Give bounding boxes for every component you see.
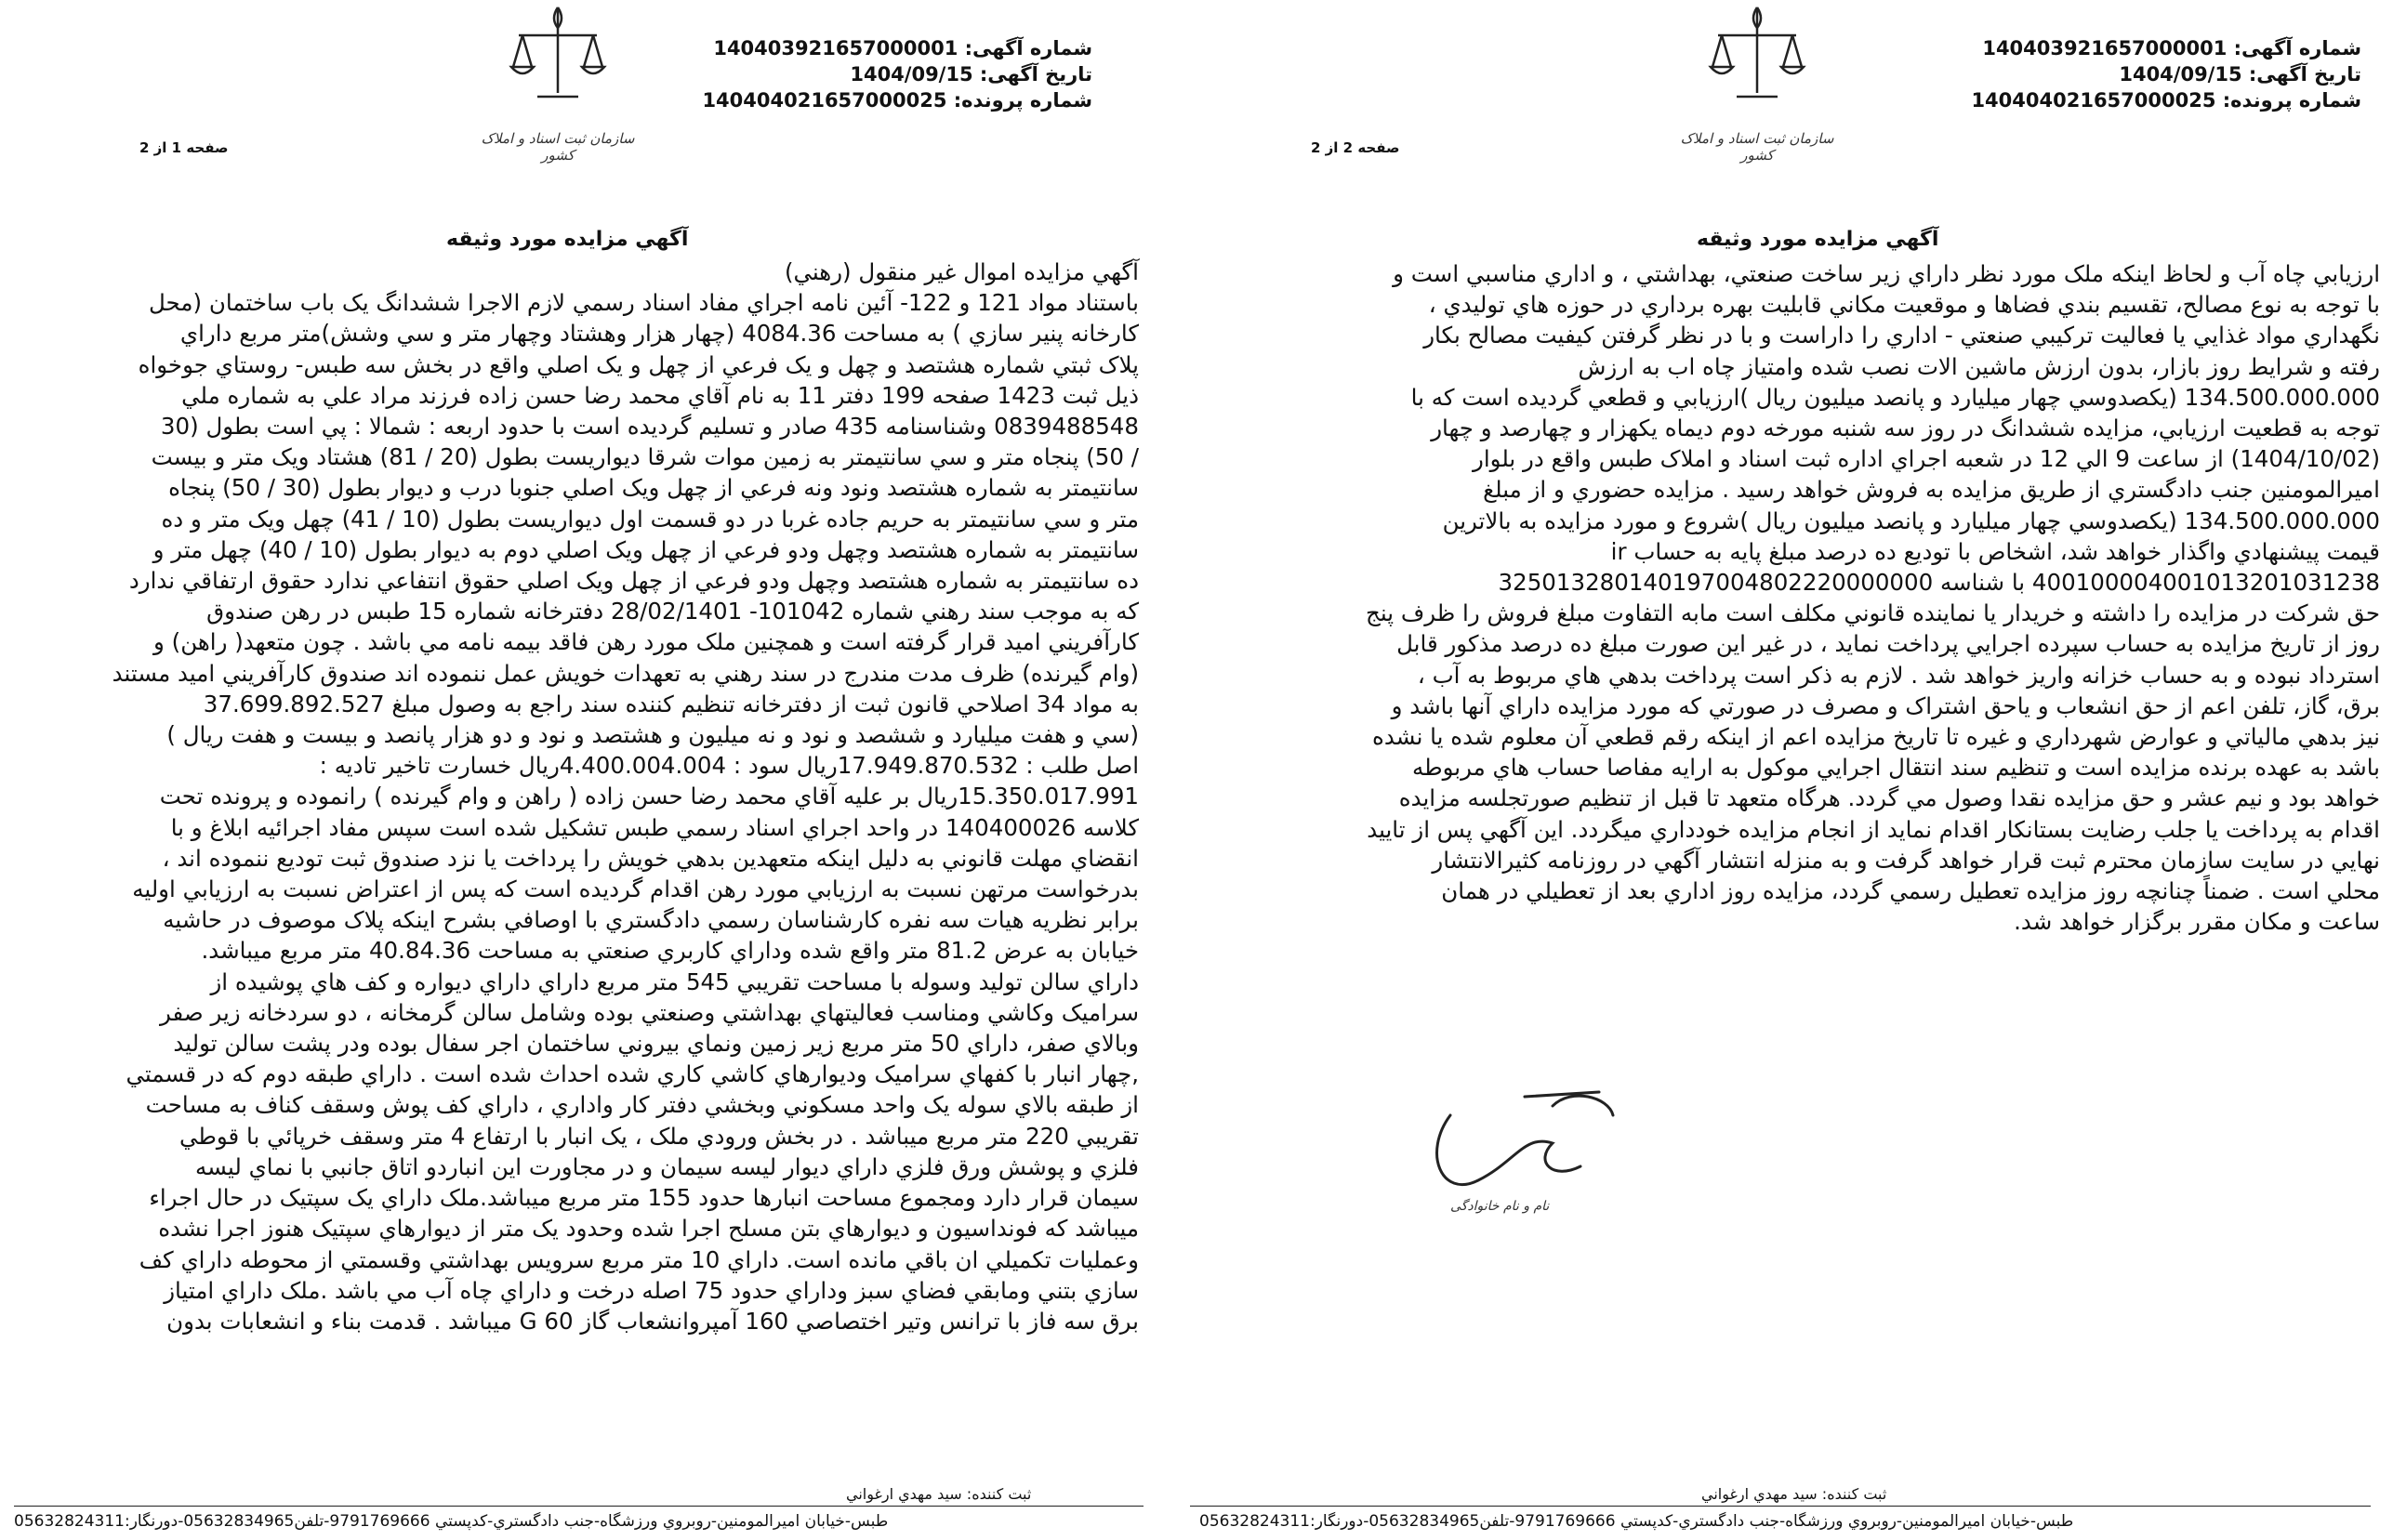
body-line: استرداد نبوده و به حساب خزانه واريز خواهد شد . لازم به ذکر است پرداخت بدهي هاي مربوط به آب ،	[1417, 661, 2380, 689]
body-line: انقضاي مهلت قانوني به دليل اينکه متعهدين بدهي خويش را پرداخت يا نزد صندوق ثبت توديع ننموده اند ،	[162, 844, 1139, 872]
body-line: نگهداري مواد غذايي يا فعاليت ترکيبي صنعتي - اداري را داراست و با در نظر گرفتن کيفيت مصالح بکار	[1423, 322, 2380, 349]
body-line: قيمت پيشنهادي واگذار خواهد شد، اشخاص با توديع ده درصد مبلغ پايه به حساب ir	[1610, 537, 2380, 565]
announcement-page-1	[9, 0, 1148, 1540]
body-line: نهايي در سايت سازمان محترم ثبت قرار خواهد گرفت و به منزله انتشار آگهي در روزنامه کثيرالانتشار	[1432, 846, 2380, 874]
body-line: ميباشد که فونداسيون و ديوارهاي بتن مسلح اجرا شده وحدود يک متر از ديوارهاي سپتيک هنوز اجرا نشده	[158, 1215, 1139, 1243]
body-line: حق شرکت در مزايده را داشته و خريدار يا نماينده قانوني مکلف است مابه التفاوت مبلغ فروش را ظرف پنج	[1366, 599, 2380, 627]
announcement-page-2	[1181, 0, 2380, 1540]
body-line: ,چهار انبار با کفهاي سراميک وديوارهاي کاشي کاري شده احداث شده است . داراي طبقه دوم که در قسمتي	[126, 1060, 1139, 1088]
registrar: ثبت کننده: سيد مهدي ارغواني	[846, 1485, 1032, 1503]
body-line: ذيل ثبت 1423 صفحه 199 دفتر 11 به نام آقاي محمد رضا حسن زاده فرزند مراد علي به شماره ملي	[181, 381, 1139, 409]
body-line: اقدام به پرداخت يا جلب رضايت بستانکار اقدام نمايد از انجام مزايده خودداري ميگردد. اين آگهي پس از تاييد	[1367, 815, 2380, 843]
body-line: 134.500.000.000 (يکصدوسي چهار ميليارد و پانصد ميليون ريال )ارزيابي و قطعي گرديده است که با	[1410, 383, 2380, 411]
body-line: کارخانه پنير سازي ) به مساحت 4084.36 (چهار هزار وهشتاد وچهار متر و سي وشش)متر مربع داراي	[179, 320, 1139, 348]
body-line: اصل طلب : 17.949.870.532ريال سود : 4.400.004.004ريال خسارت تاخير تاديه :	[319, 752, 1139, 780]
page-number: صفحه 1 از 2	[139, 139, 229, 156]
divider	[14, 1506, 1144, 1507]
page-number: صفحه 2 از 2	[1311, 139, 1400, 156]
body-line: ارزيابي چاه آب و لحاظ اينکه ملک مورد نظر داراي زير ساخت صنعتي، بهداشتي ، و اداري مناسبي است و	[1393, 260, 2380, 287]
emblem-caption: سازمان ثبت اسناد و املاک کشور	[481, 130, 635, 164]
body-line: 15.350.017.991ريال بر عليه آقاي محمد رضا حسن زاده ( راهن و وام گيرنده ) رانموده و پرونده تحت	[159, 783, 1139, 810]
body-line: سازي بتني ومابقي فضاي سبز وداراي حدود 75 اصله درخت و داراي چاه آب مي باشد .ملک داراي امتياز	[164, 1276, 1139, 1304]
judiciary-emblem-icon	[502, 0, 614, 112]
meta-ad-date: تاریخ آگهی: 1404/09/15	[2119, 63, 2361, 86]
body-line: متر و سي سانتيمتر به حريم جاده غربا در دو قسمت اول ديواريست بطول (10 / 41) چهل ويک متر و ده	[161, 505, 1139, 533]
announcement-body	[9, 257, 1139, 1336]
meta-ad-date: تاریخ آگهی: 1404/09/15	[850, 63, 1092, 86]
body-line: سيمان قرار دارد ومجموع مساحت انبارها حدود 155 متر مربع ميباشد.ملک داراي يک سپتيک در حال اجراء	[149, 1184, 1139, 1212]
body-line: تقريبي 220 متر مربع ميباشد . در بخش ورودي ملک ، يک انبار با ارتفاع 4 متر وسقف خرپائي با قوطي	[178, 1122, 1139, 1150]
body-line: باستناد مواد 121 و 122- آئين نامه اجراي مفاد اسناد رسمي لازم الاجرا ششدانگ يک باب ساختمان (محل	[148, 289, 1139, 317]
body-line: برق سه فاز با ترانس وتير اختصاصي 160 آمپروانشعاب گاز G 60 ميباشد . قدمت بناء و انشعابات بدون	[166, 1307, 1139, 1335]
body-line: داراي سالن توليد وسوله با مساحت تقريبي 545 متر مربع داراي داراي ديواره و کف هاي پوشيده از	[210, 967, 1139, 995]
body-line: نيز بدهي مالياتي و عوارض شهرداري و غيره تا تاريخ مزايده اعم از اينکه رقم قطعي آن معلوم شده يا نشده	[1372, 723, 2380, 751]
body-line: برق، گاز، تلفن اعم از حق انشعاب و ياحق اشتراک و مصرف در صورتي که مورد مزايده داراي آنها باشد و	[1391, 691, 2380, 719]
body-line: / 50) پنجاه متر و سي سانتيمتر به زمين موات شرقا ديواريست بطول (20 / 81) هشتاد ويک متر و بيست	[151, 443, 1139, 471]
signature-caption: نام و نام خانوادگی	[1450, 1199, 1550, 1214]
body-line: (1404/10/02) از ساعت 9 الي 12 در شعبه اجراي اداره ثبت اسناد و املاک طبس واقع در بلوار	[1473, 445, 2380, 473]
registrar: ثبت کننده: سيد مهدي ارغواني	[1701, 1485, 1887, 1503]
announcement-meta	[702, 35, 1092, 113]
body-line: باشد به عهده برنده مزايده است و تنظيم سند انتقال اجرايي موکول به ارايه مفاصا حساب هاي مربوطه	[1412, 754, 2380, 782]
body-line: وبالاي صفر، داراي 50 متر مربع زير زمين ونماي بيروني ساختمان اجر سفال بوده ودر پشت سالن توليد	[173, 1030, 1139, 1058]
meta-ad-number: شماره آگهی: 140403921657000001	[1982, 37, 2361, 59]
announcement-meta	[1971, 35, 2361, 113]
body-line: از طبقه بالاي سوله يک واحد مسکوني وبخشي دفتر کار واداري ، داراي کف پوش وسقف کناف به مساحت	[145, 1091, 1139, 1119]
announcement-body	[1185, 258, 2380, 937]
body-line: 134.500.000.000 (يکصدوسي چهار ميليارد و پانصد ميليون ريال )شروع و مورد مزايده به بالاترين	[1442, 507, 2380, 534]
footer-address: طبس-خيابان اميرالمومنين-روبروي ورزشگاه-جنب دادگستري-کدپستي 9791769666-تلفن05632834965-دورنگار:05632824311	[14, 1512, 889, 1531]
body-line: به مواد 34 اصلاحي قانون ثبت از دفترخانه تنظيم کننده سند راجع به وصول مبلغ 37.699.892.527	[203, 690, 1139, 717]
body-line: وعمليات تکميلي ان باقي مانده است. داراي 10 متر مربع سرويس بهداشتي وقسمتي از محوطه داراي کف	[139, 1245, 1139, 1273]
body-line: آگهي مزايده اموال غير منقول (رهني)	[784, 258, 1139, 285]
body-line: با توجه به نوع مصالح، تقسيم بندي فضاها و موقعيت مکاني قابليت بهره برداري در حوزه هاي توليدي ،	[1428, 291, 2380, 319]
body-line: خيابان به عرض 81.2 متر واقع شده وداراي کاربري صنعتي به مساحت 40.84.36 متر مربع ميباشد.	[201, 937, 1139, 965]
meta-case-number: شماره پرونده: 140404021657000025	[702, 89, 1092, 112]
body-line: ده سانتيمتر به شماره هشتصد وچهل ودو فرعي از چهل ويک اصلي حقوق انتفاعي ندارد حقوق ارتفاقي ندارد	[128, 567, 1139, 595]
footer-address: طبس-خيابان اميرالمومنين-روبروي ورزشگاه-جنب دادگستري-کدپستي 9791769666-تلفن05632834965-دورنگار:05632824311	[1199, 1512, 2074, 1531]
signature	[1413, 1078, 1627, 1218]
body-line: محلي است . ضمناً چنانچه روز مزايده تعطيل رسمي گردد، مزايده روز اداري بعد از تعطيلي در همان	[1441, 877, 2380, 905]
divider	[1190, 1506, 2371, 1507]
announcement-heading: آگهي مزايده مورد وثيقه	[446, 228, 689, 251]
meta-case-number: شماره پرونده: 140404021657000025	[1971, 89, 2361, 112]
body-line: پلاک ثبتي شماره هشتصد و چهل و يک فرعي از چهل و يک اصلي واقع در بخش سه طبس- روستاي جوخواه	[138, 350, 1139, 378]
body-line: که به موجب سند رهني شماره 101042- 28/02/1401 دفترخانه شماره 15 طبس در رهن صندوق	[206, 598, 1139, 625]
body-line: (سي و هفت ميليارد و ششصد و نود و نه ميليون و هشتصد و نود و دو هزار پانصد و بيست و هفت ريال )	[166, 721, 1139, 749]
body-line: ساعت و مکان مقرر برگزار خواهد شد.	[2014, 908, 2380, 936]
body-line: خواهد بود و نيم عشر و حق مزايده نقدا وصول مي گردد. هرگاه متعهد تا قبل از تنظيم صورتجلسه مزايده	[1398, 784, 2380, 812]
body-line: فلزي و پوشش ورق فلزي داراي ديوار ليسه سيمان و در مجاورت اين انباردو اتاق جانبي با نماي ليسه	[194, 1152, 1139, 1180]
meta-ad-number: شماره آگهی: 140403921657000001	[713, 37, 1092, 59]
judiciary-emblem-icon	[1701, 0, 1813, 112]
body-line: سانتيمتر به شماره هشتصد وچهل ودو فرعي از چهل ويک اصلي دوم به ديوار بطول (10 / 40) چهل متر و	[152, 535, 1139, 563]
body-line: بدرخواست مرتهن نسبت به ارزيابي مورد رهن اقدام گرديده است که پس از اعتراض نسبت به ارزيابي اوليه	[132, 875, 1139, 903]
body-line: 0839488548 وشناسنامه 435 صادر و تسليم گرديده است با حدود اربعه : شمالا : پي است بطول (30	[160, 413, 1139, 441]
body-line: (وام گيرنده) ظرف مدت مندرج در سند رهني به تعهدات خويش عمل ننموده اند صندوق کارآفريني اميد مستند	[112, 659, 1139, 687]
body-line: برابر نظريه هيات سه نفره کارشناسان رسمي دادگستري با اوصافي بشرح اينکه پلاک موصوف در حاشيه	[163, 906, 1139, 934]
announcement-heading: آگهي مزايده مورد وثيقه	[1697, 228, 1939, 251]
body-line: سانتيمتر به شماره هشتصد ونود ونه فرعي از چهل ويک اصلي جنوبا درب و ديوار بطول (30 / 50) پنجاه	[168, 474, 1139, 502]
body-line: کلاسه 140400026 در واحد اجراي اسناد رسمي طبس تشکيل شده است سپس مفاد اجرائيه ابلاغ و با	[170, 813, 1139, 841]
body-line: 400100004001013201031238 با شناسه 325013280140197004802220000000	[1498, 569, 2380, 597]
body-line: رفته و شرايط روز بازار، بدون ارزش ماشين الات نصب شده وامتياز چاه اب به ارزش	[1578, 352, 2380, 380]
body-line: توجه به قطعيت ارزيابي، مزايده ششدانگ در روز سه شنبه مورخه دوم ديماه يکهزار و چهارصد و چهار	[1431, 415, 2380, 442]
body-line: سراميک وکاشي ومناسب فعاليتهاي بهداشتي وصنعتي بوده وشامل سالن گرمخانه ، دو سردخانه زير صفر	[159, 998, 1139, 1026]
emblem-caption: سازمان ثبت اسناد و املاک کشور	[1680, 130, 1834, 164]
body-line: کارآفريني اميد قرار گرفته است و همچنين ملک مورد رهن فاقد بيمه نامه مي باشد . چون متعهد( راهن) و	[153, 628, 1139, 656]
body-line: روز از تاريخ مزايده به حساب سپرده اجرايي پرداخت نمايد ، در غير اين صورت مبلغ ده درصد مذکور قابل	[1396, 630, 2380, 658]
body-line: اميرالمومنين جنب دادگستري از طريق مزايده به فروش خواهد رسيد . مزايده حضوري و از مبلغ	[1483, 476, 2380, 504]
